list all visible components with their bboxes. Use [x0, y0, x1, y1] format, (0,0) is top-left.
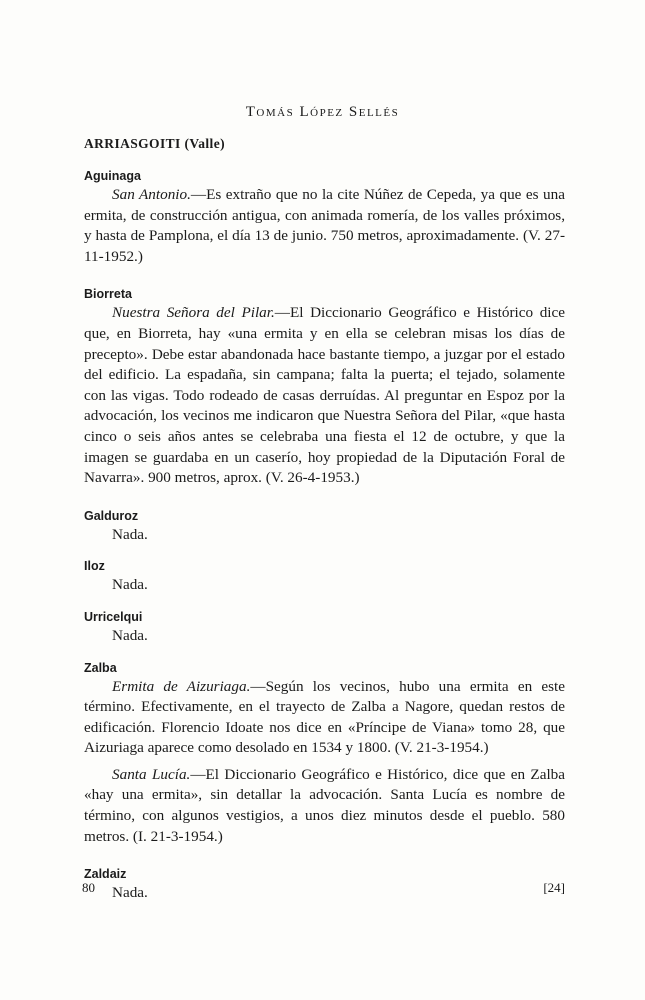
entry-biorreta [84, 287, 565, 488]
bracket-page-number: [24] [543, 880, 565, 895]
entry-paragraph [84, 185, 565, 267]
entry-zaldaiz [84, 867, 565, 904]
valley-title: ARRIASGOITI (Valle) [84, 136, 225, 151]
paragraph-text: —Es extraño que no la cite Núñez de Cepeda, ya que es una ermita, de construcción antigua, con animada romería, de los valles próximos, y hasta de Pamplona, el día 13 de junio. 750 metros, aproximadamente. (V. 27-11-1952.) [84, 186, 565, 265]
place-heading: Galduroz [84, 508, 139, 523]
page-body [84, 136, 565, 904]
hermitage-title: Nuestra Señora del Pilar. [112, 304, 275, 322]
entry-paragraph [84, 303, 565, 488]
paragraph-text: —El Diccionario Geográfico e Histórico dice que, en Biorreta, hay «una ermita y en ella se celebran misas los días de precepto». Debe estar abandonada hace bastante tiempo, a juzgar por el estado del edificio. La espadaña, sin campana; falta la puerta; el tejado, solamente con las vigas. Todo rodeado de casas derruídas. Al preguntar en Espoz por la advocación, los vecinos me indicaron que Nuestra Señora del Pilar, «que hasta cinco o seis años antes se celebraba una fiesta el 12 de octubre, y que la imagen se guardaba en un caserío, hoy propiedad de la Diputación Foral de Navarra». 900 metros, aprox. (V. 26-4-1953.) [84, 304, 565, 487]
entry-iloz [84, 559, 565, 596]
place-heading: Aguinaga [84, 169, 141, 183]
place-heading: Zalba [84, 660, 117, 675]
page-number: 80 [82, 880, 95, 895]
entry-galduroz [84, 509, 565, 546]
nada-text: Nada. [112, 884, 148, 902]
hermitage-title: Ermita de Aizuriaga. [112, 677, 251, 695]
place-heading: Biorreta [84, 287, 132, 302]
entry-paragraph [84, 677, 565, 759]
entry-urricelqui [84, 610, 565, 647]
place-heading: Iloz [84, 559, 105, 574]
entry-zalba [84, 661, 565, 848]
paragraph-text: —El Diccionario Geográfico e Histórico, dice que en Zalba «hay una ermita», sin detallar la advocación. Santa Lucía es nombre de término, con algunos vestigios, a unos diez minutos desde el pueblo. 580 metros. (I. 21-3-1954.) [84, 765, 565, 845]
paragraph-text: —Según los vecinos, hubo una ermita en este término. Efectivamente, en el trayecto de Zalba a Nagore, quedan restos de edificación. Florencio Idoate nos dice en «Príncipe de Viana» tomo 28, que Aizuriaga aparece como desolado en 1534 y 1800. (V. 21-3-1954.) [84, 677, 565, 757]
entry-aguinaga [84, 169, 565, 267]
place-heading: Zaldaiz [84, 867, 127, 882]
entry-paragraph [84, 765, 565, 847]
nada-text: Nada. [112, 576, 148, 594]
place-heading: Urricelqui [84, 609, 143, 624]
nada-text: Nada. [112, 626, 148, 644]
hermitage-title: San Antonio. [112, 186, 191, 203]
running-head: Tomás López Sellés [245, 104, 400, 120]
hermitage-title: Santa Lucía. [112, 765, 191, 783]
nada-text: Nada. [112, 525, 148, 543]
